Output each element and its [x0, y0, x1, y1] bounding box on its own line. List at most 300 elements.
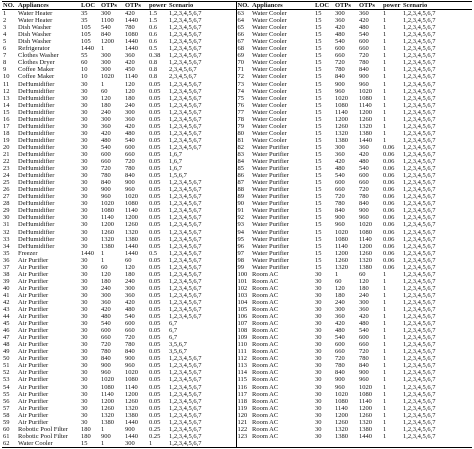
cell-loc: 30: [81, 214, 88, 222]
cell-scenario: 1,2,3,4,5,6,7: [169, 355, 202, 363]
cell-appliance: Water Heater: [18, 10, 53, 18]
cell-scenario: 1,2,3,4,5,6,7: [169, 122, 202, 130]
cell-otps-start: 900: [101, 362, 111, 370]
cell-power: 1: [383, 10, 387, 18]
cell-otps-start: 1320: [101, 411, 114, 419]
cell-appliance: Water Cooler: [252, 38, 287, 46]
cell-scenario: 1,2,3,4,5,6,7: [403, 383, 436, 391]
cell-otps-end: 480: [125, 306, 135, 314]
cell-power: 0.05: [149, 355, 161, 363]
cell-scenario: 1,2,3,4,5,6,7: [403, 291, 436, 299]
cell-otps-end: 1380: [359, 425, 372, 433]
table-row: [2, 236, 472, 243]
cell-no: 55: [3, 390, 10, 398]
cell-loc: 15: [315, 52, 322, 60]
cell-appliance: Water Purifier: [252, 242, 289, 250]
cell-otps-start: 1: [101, 249, 105, 257]
cell-scenario: 1,2,3,4,5,6,7: [169, 186, 202, 194]
table-row: [2, 31, 472, 38]
cell-appliance: Water Purifier: [252, 200, 289, 208]
cell-appliance: Water Purifier: [252, 165, 289, 173]
cell-appliance: Clothes Dryer: [18, 59, 55, 67]
cell-power: 1: [383, 432, 387, 440]
cell-no: 18: [3, 129, 10, 137]
cell-no: 107: [236, 320, 251, 327]
cell-power: 1: [383, 284, 387, 292]
cell-loc: 15: [315, 31, 322, 39]
cell-scenario: 1,2,3,4,5,6,7: [169, 291, 202, 299]
cell-otps-start: 480: [335, 165, 345, 173]
table-row: [2, 412, 472, 419]
cell-otps-end: 1320: [125, 228, 138, 236]
cell-no: 23: [3, 165, 10, 173]
cell-power: 1: [383, 129, 387, 137]
cell-scenario: 1,2,3,4,5,6,7: [169, 277, 202, 285]
cell-scenario: 1,2,3,4,5,6,7: [403, 143, 436, 151]
table-row: [2, 440, 472, 448]
cell-no: 63: [236, 10, 251, 18]
cell-appliance: Clothes Washer: [18, 52, 59, 60]
cell-otps-start: 1140: [101, 390, 114, 398]
cell-loc: 15: [315, 87, 322, 95]
cell-power: 1: [383, 327, 387, 335]
cell-no: 119: [236, 405, 251, 412]
header-loc: LOC: [80, 2, 100, 10]
table-row: [2, 116, 472, 123]
cell-otps-start: 1200: [335, 115, 348, 123]
cell-no: 26: [3, 186, 10, 194]
cell-otps-start: 1080: [101, 383, 114, 391]
cell-otps-end: 540: [125, 313, 135, 321]
table-row: [2, 81, 472, 88]
cell-otps-start: 540: [101, 24, 111, 32]
table-row: [2, 306, 472, 313]
cell-appliance: Water Purifier: [252, 235, 289, 243]
cell-otps-start: 1260: [335, 256, 348, 264]
cell-otps-end: 300: [125, 108, 135, 116]
cell-loc: 30: [81, 87, 88, 95]
cell-no: 45: [3, 320, 10, 328]
cell-appliance: Water Cooler: [252, 45, 287, 53]
cell-otps-start: 540: [101, 320, 111, 328]
cell-appliance: Air Purifier: [18, 334, 49, 342]
cell-otps-end: 120: [359, 277, 369, 285]
cell-no: 80: [236, 130, 251, 137]
cell-power: 0.05: [149, 150, 161, 158]
cell-otps-end: 1140: [359, 101, 372, 109]
table-row: [2, 130, 472, 137]
cell-loc: 15: [315, 38, 322, 46]
cell-otps-start: 960: [335, 383, 345, 391]
cell-otps-end: 840: [359, 66, 369, 74]
cell-otps-end: 1440: [125, 242, 138, 250]
cell-loc: 30: [315, 369, 322, 377]
cell-no: 66: [236, 31, 251, 38]
cell-loc: 30: [81, 306, 88, 314]
cell-otps-end: 1380: [359, 129, 372, 137]
cell-loc: 30: [81, 341, 88, 349]
cell-otps-end: 1260: [359, 115, 372, 123]
cell-otps-end: 540: [359, 31, 369, 39]
cell-otps-start: 480: [335, 327, 345, 335]
cell-power: 1: [383, 313, 387, 321]
cell-power: 0.05: [149, 383, 161, 391]
cell-appliance: Air Purifier: [18, 411, 49, 419]
cell-appliance: DeHumidifier: [18, 193, 55, 201]
cell-loc: 30: [81, 277, 88, 285]
cell-power: 0.05: [149, 327, 161, 335]
cell-loc: 30: [81, 122, 88, 130]
cell-no: 86: [236, 172, 251, 179]
table-row: [2, 17, 472, 24]
header-otps-end: OTPs: [358, 2, 382, 10]
cell-otps-start: 600: [335, 179, 345, 187]
cell-no: 44: [3, 313, 10, 321]
cell-no: 101: [236, 278, 251, 285]
cell-scenario: 1,2,3,4,5,6,7: [403, 214, 436, 222]
cell-scenario: 1,2,3,4,5,6,7: [169, 80, 202, 88]
cell-otps-start: 1020: [101, 73, 114, 81]
cell-otps-start: 1140: [335, 242, 348, 250]
cell-otps-end: 1080: [359, 228, 372, 236]
cell-power: 0.05: [149, 193, 161, 201]
header-no: NO.: [236, 2, 251, 10]
cell-appliance: Coffee Maker: [18, 73, 55, 81]
cell-otps-start: 240: [101, 108, 111, 116]
cell-scenario: 1,2,3,4,5,6,7: [403, 263, 436, 271]
cell-scenario: 1,2,3,4,5,6,7: [403, 158, 436, 166]
table-row: [2, 257, 472, 264]
cell-no: 4: [3, 31, 7, 39]
cell-power: 0.05: [149, 143, 161, 151]
cell-no: 83: [236, 151, 251, 158]
cell-loc: 1440: [81, 249, 94, 257]
cell-otps-end: 120: [125, 80, 135, 88]
table-row: [2, 95, 472, 102]
cell-otps-start: 1260: [335, 122, 348, 130]
cell-appliance: Room AC: [252, 313, 279, 321]
cell-no: 85: [236, 165, 251, 172]
cell-scenario: 1,2,3,4,5,6,7: [169, 129, 202, 137]
cell-power: 1: [383, 59, 387, 67]
cell-scenario: 1,2,3,4,5,6,7: [403, 38, 436, 46]
cell-otps-end: 660: [359, 45, 369, 53]
cell-otps-end: 960: [125, 186, 135, 194]
cell-no: 42: [3, 298, 10, 306]
cell-appliance: Room AC: [252, 306, 279, 314]
cell-loc: 30: [81, 115, 88, 123]
header-scenario: Scenario: [168, 2, 236, 10]
cell-no: 102: [236, 285, 251, 292]
cell-power: 0.06: [383, 249, 395, 257]
cell-otps-end: 660: [125, 150, 135, 158]
cell-scenario: 1,2,3,4,5,6,7: [403, 24, 436, 32]
cell-otps-start: 360: [101, 298, 111, 306]
cell-appliance: Air Purifier: [18, 313, 49, 321]
table-row: [2, 243, 472, 250]
cell-otps-start: 720: [101, 341, 111, 349]
table-row: [2, 250, 472, 257]
cell-appliance: DeHumidifier: [18, 179, 55, 187]
cell-loc: 15: [315, 172, 322, 180]
cell-scenario: 1,2,3,4,5,6,7: [169, 24, 202, 32]
cell-otps-start: 780: [101, 348, 111, 356]
cell-otps-start: 240: [335, 298, 345, 306]
cell-no: 27: [3, 193, 10, 201]
cell-appliance: Room AC: [252, 411, 279, 419]
cell-loc: 30: [81, 390, 88, 398]
cell-no: 56: [3, 397, 10, 405]
cell-appliance: Room AC: [252, 425, 279, 433]
cell-appliance: Room AC: [252, 369, 279, 377]
cell-scenario: 1,2,3,4,5,6,7: [403, 80, 436, 88]
cell-no: 1: [3, 10, 7, 18]
cell-loc: 30: [81, 334, 88, 342]
cell-scenario: 1,2,3,4,5,6,7: [403, 334, 436, 342]
cell-loc: 30: [315, 277, 322, 285]
table-row: [2, 398, 472, 405]
cell-no: 7: [3, 52, 7, 60]
cell-otps-start: 1020: [101, 376, 114, 384]
cell-loc: 15: [315, 45, 322, 53]
table-row: [2, 292, 472, 299]
cell-loc: 30: [81, 397, 88, 405]
cell-scenario: 1,2,3,4,5,6,7: [169, 390, 202, 398]
cell-scenario: 1,2,3,4,5,6,7: [403, 242, 436, 250]
cell-otps-end: 1380: [125, 235, 138, 243]
cell-otps-end: 450: [125, 66, 135, 74]
cell-appliance: Room AC: [252, 397, 279, 405]
cell-loc: 30: [81, 411, 88, 419]
cell-power: 1: [383, 369, 387, 377]
cell-otps-end: 960: [359, 80, 369, 88]
cell-scenario: 1,2,3,4,5,6,7: [403, 94, 436, 102]
cell-appliance: DeHumidifier: [18, 143, 55, 151]
cell-otps-end: 660: [359, 341, 369, 349]
cell-no: 19: [3, 136, 10, 144]
cell-otps-start: 1140: [335, 404, 348, 412]
cell-scenario: 1,2,3,4,5,6,7: [403, 397, 436, 405]
cell-otps-start: 300: [335, 10, 345, 18]
cell-otps-end: 360: [125, 52, 135, 60]
cell-appliance: Air Purifier: [18, 284, 49, 292]
cell-otps-start: 1: [100, 440, 124, 448]
cell-loc: 30: [315, 341, 322, 349]
cell-power: 0.05: [149, 369, 161, 377]
cell-otps-start: 60: [335, 277, 342, 285]
cell-scenario: 6,7: [169, 327, 178, 335]
cell-otps-end: 480: [359, 24, 369, 32]
table-row: [2, 186, 472, 193]
cell-no: 57: [3, 404, 10, 412]
cell-power: 0.8: [149, 59, 158, 67]
cell-scenario: 1,2,3,4,5,6,7: [169, 45, 202, 53]
cell-scenario: 1,2,3,4,5,6,7: [169, 87, 202, 95]
cell-loc: 30: [81, 284, 88, 292]
cell-scenario: 1,2,3,4,5,6,7: [403, 129, 436, 137]
cell-otps-end: 900: [125, 355, 135, 363]
cell-appliance: Air Purifier: [18, 263, 49, 271]
cell-appliance: Air Purifier: [18, 355, 49, 363]
cell-otps-start: 960: [335, 221, 345, 229]
cell-no: 30: [3, 214, 10, 222]
cell-otps-start: 420: [101, 129, 111, 137]
cell-loc: 15: [315, 108, 322, 116]
cell-scenario: 1,2,3,4,5,6,7: [169, 10, 202, 18]
cell-otps-start: 1380: [335, 432, 348, 440]
cell-no: 76: [236, 102, 251, 109]
cell-no: 113: [236, 362, 251, 369]
cell-otps-end: 660: [359, 179, 369, 187]
cell-no: 105: [236, 306, 251, 313]
cell-loc: 30: [81, 108, 88, 116]
cell-power: 0.06: [383, 221, 395, 229]
cell-loc: 15: [315, 200, 322, 208]
cell-scenario: 6,7: [169, 334, 178, 342]
cell-appliance: Dish Washer: [18, 31, 52, 39]
cell-power: 0.05: [149, 87, 161, 95]
cell-otps-start: 420: [335, 320, 345, 328]
cell-scenario: 1,2,3,4,5,6,7: [403, 228, 436, 236]
table-row: [2, 73, 472, 80]
cell-otps-end: 840: [359, 362, 369, 370]
cell-power: 1: [383, 31, 387, 39]
cell-power: 0.05: [149, 418, 161, 426]
cell-power: 1: [383, 383, 387, 391]
table-row: [2, 137, 472, 144]
cell-otps-end: 600: [359, 38, 369, 46]
cell-appliance: Water Purifier: [252, 172, 289, 180]
cell-appliance: Water Cooler: [252, 129, 287, 137]
cell-otps-start: 1: [335, 270, 339, 278]
cell-no: 33: [3, 235, 10, 243]
cell-loc: 30: [81, 80, 88, 88]
cell-no: 79: [236, 123, 251, 130]
cell-power: 0.06: [383, 207, 395, 215]
cell-appliance: Water Purifier: [252, 179, 289, 187]
cell-power: 0.6: [149, 31, 158, 39]
cell-loc: 1440: [81, 45, 94, 53]
cell-power: 0.05: [149, 207, 161, 215]
cell-appliance: Water Cooler: [252, 66, 287, 74]
cell-no: 9: [3, 66, 7, 74]
table-row: [2, 221, 472, 228]
cell-otps-end: 1380: [359, 263, 372, 271]
cell-power: 0.06: [383, 172, 395, 180]
cell-no: 67: [236, 38, 251, 45]
cell-appliance: Room AC: [252, 418, 279, 426]
cell-otps-start: 660: [335, 348, 345, 356]
cell-loc: 30: [81, 291, 88, 299]
cell-power: 0.05: [149, 165, 161, 173]
cell-otps-start: 1080: [335, 397, 348, 405]
cell-loc: 180: [81, 432, 91, 440]
cell-no: 51: [3, 362, 10, 370]
cell-otps-start: 840: [335, 369, 345, 377]
cell-scenario: 1,2,3,4,5,6,7: [403, 298, 436, 306]
cell-appliance: Water Purifier: [252, 186, 289, 194]
cell-power: 1: [383, 291, 387, 299]
cell-power: 0.05: [149, 186, 161, 194]
cell-power: 1: [383, 73, 387, 81]
cell-appliance: Refrigerator: [18, 45, 50, 53]
cell-scenario: 1,2,3,4,5,6,7: [403, 186, 436, 194]
cell-scenario: 1,2,3,4,5,6,7: [169, 52, 202, 60]
cell-appliance: Water Cooler: [252, 10, 287, 18]
cell-appliance: Room AC: [252, 334, 279, 342]
cell-scenario: 1,2,3,4,5,6,7: [403, 200, 436, 208]
cell-scenario: 1,2,3,4,5,6,7: [403, 165, 436, 173]
cell-appliance: DeHumidifier: [18, 228, 55, 236]
cell-loc: 30: [81, 172, 88, 180]
cell-appliance: Room AC: [252, 390, 279, 398]
cell-scenario: 1,2,3,4,5,6,7: [169, 432, 202, 440]
cell-loc: 15: [80, 440, 100, 448]
cell-power: 0.6: [149, 24, 158, 32]
cell-power: 0.05: [149, 270, 161, 278]
cell-otps-start: 780: [335, 66, 345, 74]
cell-appliance: Air Purifier: [18, 298, 49, 306]
table-row: [2, 341, 472, 348]
cell-power: 0.05: [149, 80, 161, 88]
cell-otps-start: 1080: [335, 235, 348, 243]
cell-loc: 30: [81, 376, 88, 384]
cell-power: 1: [383, 270, 387, 278]
cell-no: 69: [236, 52, 251, 59]
cell-otps-end: 300: [124, 440, 148, 448]
cell-appliance: Water Cooler: [252, 87, 287, 95]
cell-power: 0.06: [383, 143, 395, 151]
cell-otps-end: 1440: [125, 418, 138, 426]
cell-appliance: Robotic Pool Filter: [18, 425, 68, 433]
cell-appliance: DeHumidifier: [18, 115, 55, 123]
cell-power: 1: [383, 341, 387, 349]
cell-appliance: DeHumidifier: [18, 150, 55, 158]
cell-scenario: 1,2,3,4,5,6,7: [169, 369, 202, 377]
cell-otps-start: 780: [335, 362, 345, 370]
cell-appliance: Water Cooler: [252, 17, 287, 25]
cell-otps-start: 360: [101, 122, 111, 130]
cell-appliance: Room AC: [252, 348, 279, 356]
cell-otps-end: 420: [125, 298, 135, 306]
cell-loc: 30: [81, 256, 88, 264]
cell-loc: 60: [81, 59, 88, 67]
cell-otps-start: 420: [101, 306, 111, 314]
cell-no: 81: [236, 137, 251, 144]
cell-otps-end: 600: [125, 143, 135, 151]
cell-otps-start: 840: [335, 207, 345, 215]
cell-otps-end: 1020: [359, 87, 372, 95]
cell-otps-end: 600: [359, 172, 369, 180]
cell-otps-end: 960: [359, 214, 369, 222]
cell-scenario: 1,2,3,4,5,6,7: [169, 249, 202, 257]
cell-scenario: 1,2,3,4,5,6,7: [403, 411, 436, 419]
cell-power: 0.05: [149, 214, 161, 222]
cell-appliance: Air Purifier: [18, 418, 49, 426]
cell-scenario: 1,2,3,4,5,6,7: [403, 207, 436, 215]
cell-appliance: DeHumidifier: [18, 172, 55, 180]
cell-loc: 15: [315, 214, 322, 222]
cell-scenario: 1,2,3,4,5,6,7: [403, 221, 436, 229]
cell-otps-end: 180: [125, 270, 135, 278]
cell-scenario: 1,2,3,4,5,6,7: [169, 235, 202, 243]
cell-scenario: 1,2,3,4,5,6,7: [403, 87, 436, 95]
cell-otps-start: 300: [335, 143, 345, 151]
cell-power: 1: [383, 24, 387, 32]
cell-power: 0.05: [149, 108, 161, 116]
cell-appliance: Air Purifier: [18, 362, 49, 370]
cell-appliance: Water Cooler: [252, 115, 287, 123]
